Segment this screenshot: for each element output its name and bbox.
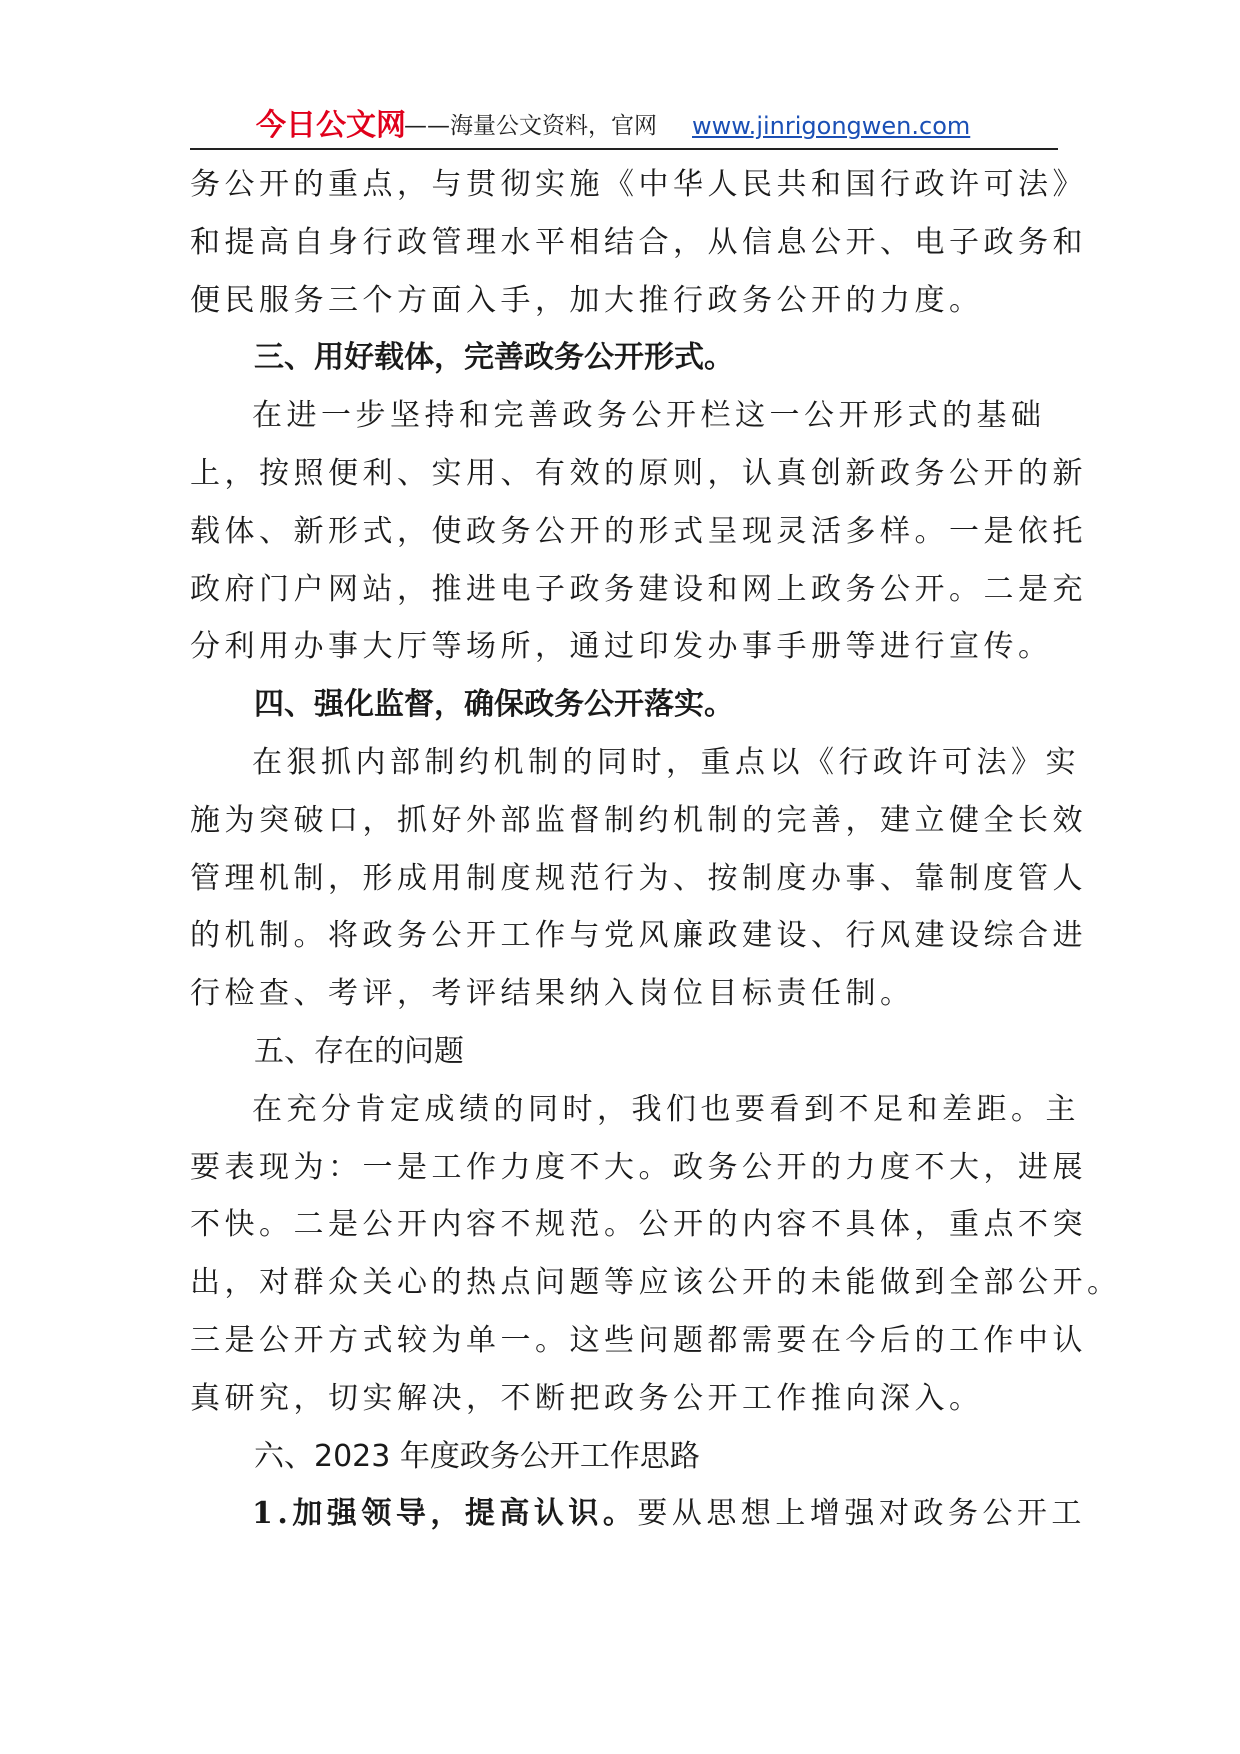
body-line: 分利用办事大厅等场所，通过印发办事手册等进行宣传。: [190, 629, 1053, 665]
body-line: 管理机制，形成用制度规范行为、按制度办事、靠制度管人: [190, 860, 1087, 896]
body-line: 不快。二是公开内容不规范。公开的内容不具体，重点不突: [190, 1207, 1087, 1243]
body-line: 载体、新形式，使政务公开的形式呈现灵活多样。一是依托: [190, 513, 1087, 549]
document-body: [190, 156, 1122, 1543]
body-line: 在进一步坚持和完善政务公开栏这一公开形式的基础: [252, 398, 1046, 434]
body-line: 便民服务三个方面入手，加大推行政务公开的力度。: [190, 282, 984, 318]
body-line: 要表现为：一是工作力度不大。政务公开的力度不大，进展: [190, 1149, 1087, 1185]
site-url-link[interactable]: www.jinrigongwen.com: [692, 112, 971, 140]
body-line: 施为突破口，抓好外部监督制约机制的完善，建立健全长效: [190, 802, 1087, 838]
body-line: 的机制。将政务公开工作与党风廉政建设、行风建设综合进: [190, 918, 1087, 954]
body-line: 出，对群众关心的热点问题等应该公开的未能做到全部公开。: [190, 1265, 1122, 1301]
body-line: 在狠抓内部制约机制的同时，重点以《行政许可法》实: [252, 744, 1080, 780]
body-line: 上，按照便利、实用、有效的原则，认真创新政务公开的新: [190, 455, 1087, 491]
section-heading-4: 四、强化监督，确保政务公开落实。: [254, 687, 734, 723]
body-line: 和提高自身行政管理水平相结合，从信息公开、电子政务和: [190, 224, 1087, 260]
body-line-last: [190, 1485, 1086, 1543]
subsection-text: 要从思想上增强对政务公开工: [637, 1496, 1086, 1532]
body-line: 政府门户网站，推进电子政务建设和网上政务公开。二是充: [190, 571, 1087, 607]
subsection-title: 1.加强领导，提高认识。: [252, 1496, 638, 1532]
section-heading-5: 五、存在的问题: [254, 1033, 464, 1069]
body-line: 真研究，切实解决，不断把政务公开工作推向深入。: [190, 1380, 984, 1416]
site-brand[interactable]: 今日公文网: [256, 108, 406, 143]
site-tagline: ——海量公文资料，官网: [404, 113, 657, 139]
body-line: 务公开的重点，与贯彻实施《中华人民共和国行政许可法》: [190, 167, 1087, 202]
site-header: [190, 104, 1058, 150]
body-line: 三是公开方式较为单一。这些问题都需要在今后的工作中认: [190, 1322, 1087, 1358]
section-heading-6: 六、2023 年度政务公开工作思路: [254, 1438, 700, 1474]
section-heading-3: 三、用好载体，完善政务公开形式。: [254, 340, 734, 376]
body-line: 行检查、考评，考评结果纳入岗位目标责任制。: [190, 976, 915, 1012]
body-line: 在充分肯定成绩的同时，我们也要看到不足和差距。主: [252, 1091, 1080, 1127]
